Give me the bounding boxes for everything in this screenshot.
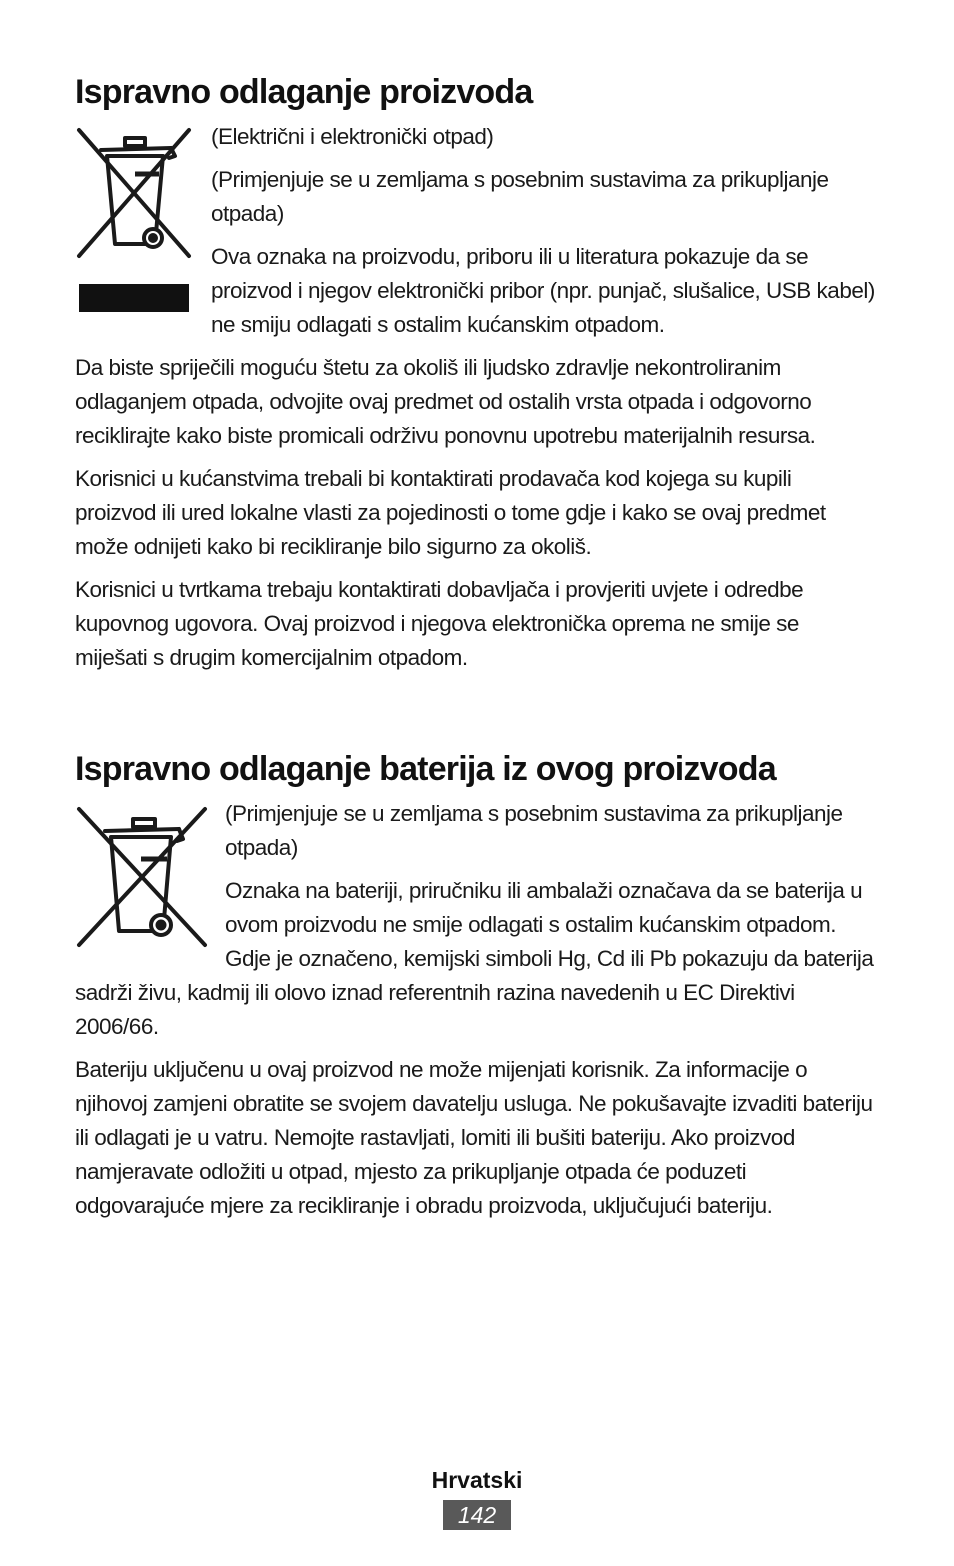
crossed-out-wheelie-bin-with-bar-icon [75,126,193,326]
paragraph: Da biste spriječili moguću štetu za okoliš ili ljudsko zdravlje nekontroliranim odlaganjem otpada, odvojite ovaj predmet od ostalih vrsta otpada i odgovorno reciklirajte kako biste promicali održivu ponovnu upotrebu materijalnih resursa. [75,355,816,448]
page-number: 142 [443,1500,511,1530]
paragraph: Ova oznaka na proizvodu, priboru ili u literatura pokazuje da se proizvod i njegov elektronički pribor (npr. punjač, slušalice, USB kabel) ne smiju odlagati s ostalim kućanskim otpadom. [211,244,875,337]
section-battery-disposal [75,747,875,1223]
page-footer [0,1462,954,1530]
crossed-out-wheelie-bin-icon [75,805,213,955]
paragraph: Korisnici u kućanstvima trebali bi kontaktirati prodavača kod kojega su kupili proizvod ili ured lokalne vlasti za pojedinosti o tome gdje i kako se ovaj predmet može odnijeti kako bi recikliranje bilo sigurno za okoliš. [75,466,826,559]
paragraph: (Primjenjuje se u zemljama s posebnim sustavima za prikupljanje otpada) [225,801,843,860]
section-product-disposal [75,70,875,675]
page-content [75,70,875,1232]
paragraph: Oznaka na bateriji, priručniku ili ambalaži označava da se baterija u ovom proizvodu ne smije odlagati s ostalim kućanskim otpadom. Gdje je označeno, kemijski simboli Hg, Cd ili Pb pokazuju da baterija sadrži živu, kadmij ili olovo iznad referentnih razina navedenih u EC Direktivi 2006/66. [75,878,874,1039]
paragraph: (Primjenjuje se u zemljama s posebnim sustavima za prikupljanje otpada) [211,167,829,226]
section-title: Ispravno odlaganje proizvoda [75,73,533,111]
section-title: Ispravno odlaganje baterija iz ovog proizvoda [75,750,776,788]
paragraph: Bateriju uključenu u ovaj proizvod ne može mijenjati korisnik. Za informacije o njihovoj zamjeni obratite se svojem davatelju usluga. Ne pokušavajte izvaditi bateriju ili odlagati je u vatru. Nemojte rastavljati, lomiti ili bušiti bateriju. Ako proizvod namjeravate odložiti u otpad, mjesto za prikupljanje otpada će poduzeti odgovarajuće mjere za recikliranje i obradu proizvoda, uključujući bateriju. [75,1057,873,1218]
footer-language: Hrvatski [431,1467,523,1493]
paragraph: Korisnici u tvrtkama trebaju kontaktirati dobavljača i provjeriti uvjete i odredbe kupovnog ugovora. Ovaj proizvod i njegova elektronička oprema ne smije se miješati s drugim komercijalnim otpadom. [75,577,804,670]
paragraph: (Električni i elektronički otpad) [211,124,494,149]
